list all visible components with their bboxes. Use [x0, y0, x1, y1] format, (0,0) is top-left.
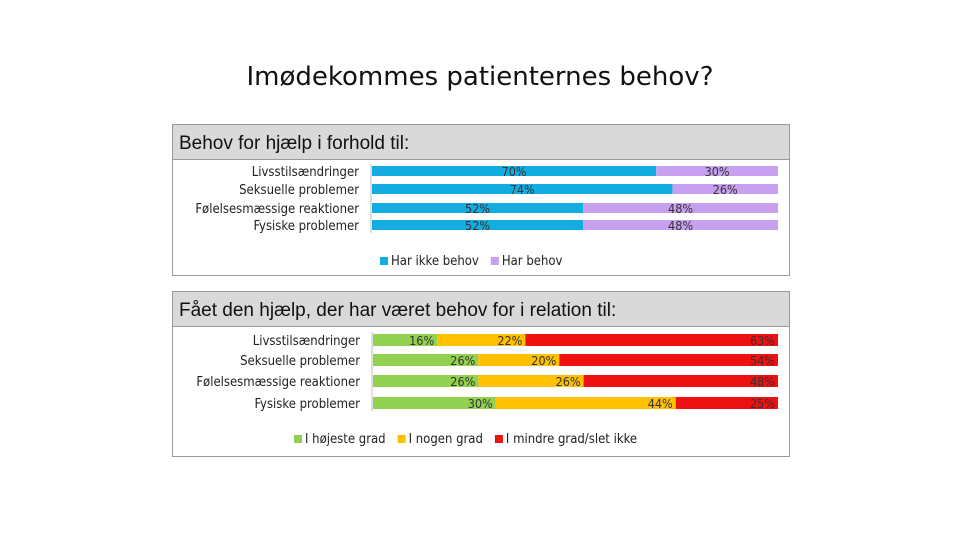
category-label: Seksuelle problemer [240, 354, 360, 369]
legend-label: Har behov [501, 254, 563, 269]
need-chart-panel [172, 124, 790, 276]
category-label: Fysiske problemer [253, 219, 359, 234]
legend-swatch [294, 435, 302, 443]
data-label: 26% [555, 374, 581, 389]
legend-swatch [491, 257, 499, 265]
legend-label: I mindre grad/slet ikke [505, 432, 638, 447]
help-chart-panel [172, 291, 790, 457]
category-label: Følelsesmæssige reaktioner [196, 375, 360, 390]
bar-segment [559, 354, 778, 366]
legend-label: I nogen grad [408, 432, 483, 447]
need-chart-header: Behov for hjælp i forhold til: [173, 125, 789, 160]
category-label: Følelsesmæssige reaktioner [195, 202, 359, 217]
category-label: Livsstilsændringer [252, 334, 360, 349]
data-label: 26% [450, 374, 476, 389]
data-label: 48% [668, 201, 694, 216]
data-label: 48% [668, 218, 694, 233]
data-label: 63% [750, 333, 775, 348]
legend-label: I højeste grad [305, 432, 386, 447]
data-label: 30% [704, 164, 730, 179]
bar-segment [525, 334, 778, 346]
data-label: 52% [465, 201, 491, 216]
legend-swatch [398, 435, 406, 443]
bar-segment [584, 375, 778, 387]
data-label: 22% [497, 333, 523, 348]
data-label: 54% [750, 353, 775, 368]
data-label: 70% [501, 164, 527, 179]
data-label: 74% [509, 182, 535, 197]
data-label: 25% [750, 396, 775, 411]
slide-title: Imødekommes patienternes behov? [246, 62, 714, 92]
legend-label: Har ikke behov [391, 254, 479, 269]
category-label: Fysiske problemer [254, 397, 360, 412]
data-label: 44% [647, 396, 673, 411]
data-label: 48% [750, 374, 775, 389]
category-label: Seksuelle problemer [239, 183, 359, 198]
data-label: 26% [712, 182, 738, 197]
data-label: 16% [409, 333, 435, 348]
category-label: Livsstilsændringer [251, 165, 359, 180]
legend-swatch [495, 435, 503, 443]
help-chart-header: Fået den hjælp, der har været behov for i relation til: [173, 292, 789, 327]
legend-swatch [380, 257, 388, 265]
data-label: 20% [531, 353, 557, 368]
need-chart [173, 125, 791, 277]
help-chart [173, 292, 791, 458]
data-label: 52% [465, 218, 491, 233]
data-label: 26% [450, 353, 476, 368]
data-label: 30% [467, 396, 493, 411]
